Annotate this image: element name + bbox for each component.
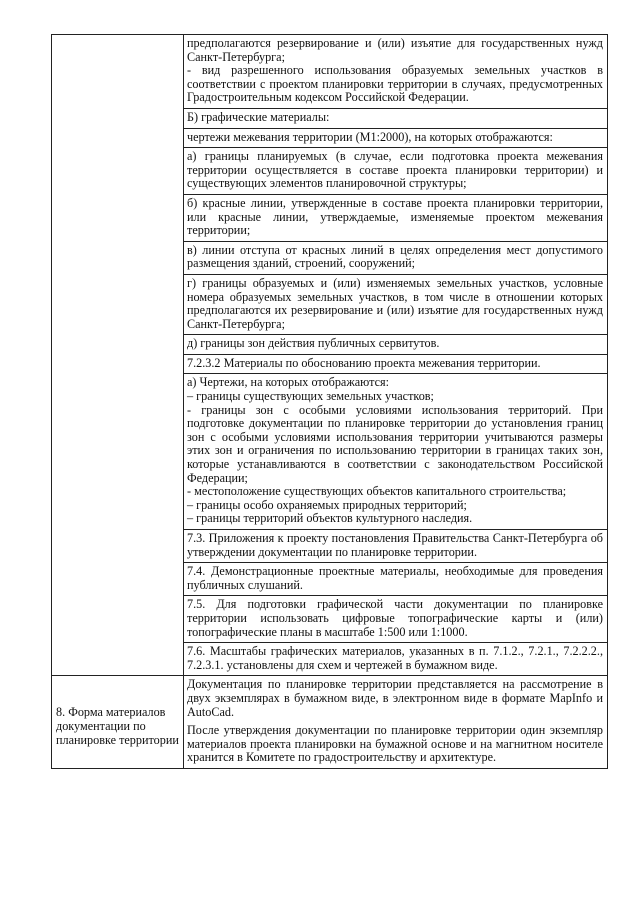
table-row [52, 676, 608, 769]
row8-paragraph-2: После утверждения документации по планировке территории один экземпляр материалов проекта планировки на бумажной основе и на магнитном носителе хранится в Комитете по градостроительству и архитектуре. [187, 723, 603, 765]
item-7-6: 7.6. Масштабы графических материалов, указанных в п. 7.1.2., 7.2.1., 7.2.2.2., 7.2.3.1. установлены для схем и чертежей в бумажном виде. [184, 642, 607, 675]
left-cell-row8 [52, 676, 184, 769]
section-a-continuation [184, 35, 607, 108]
section-a-item: - вид разрешенного использования образуемых земельных участков в соответствии с проектом планировки территории в случаях, предусмотренных Градостроительным кодексом Российской Федерации. [187, 63, 603, 105]
item-7-3: 7.3. Приложения к проекту постановления Правительства Санкт-Петербурга об утверждении документации по планировке территории. [184, 529, 607, 562]
item-7-4: 7.4. Демонстрационные проектные материалы, необходимые для проведения публичных слушаний. [184, 562, 607, 595]
table-row [52, 35, 608, 676]
document-table [51, 34, 608, 769]
right-cell-materials [184, 35, 608, 676]
drawings-line: – границы особо охраняемых природных территорий; [187, 497, 467, 512]
section-b-item-d: д) границы зон действия публичных сервитутов. [184, 334, 607, 354]
section-b-item-g: г) границы образуемых и (или) изменяемых земельных участков, условные номера образуемых земельных участков, в том числе в отношении которых предполагаются их резервирование и (или) изъятие для государственных нужд Санкт-Петербурга; [184, 274, 607, 334]
section-b-intro: чертежи межевания территории (М1:2000), на которых отображаются: [184, 128, 607, 148]
drawings-line: - границы зон с особыми условиями использования территорий. При подготовке документации по планировке территории до установления границ зон с особыми условиями использования территории учитываются размеры этих зон и ограничения по использованию территории в границах таких зон, которые устанавливаются в соответствии с законодательством Российской Федерации; [187, 402, 603, 485]
section-b-item-b: б) красные линии, утвержденные в составе проекта планировки территории, или красные линии, утверждаемые, изменяемые проектом межевания территории; [184, 194, 607, 241]
item-7-5: 7.5. Для подготовки графической части документации по планировке территории использовать цифровые топографические карты и (или) топографические планы в масштабе 1:500 или 1:1000. [184, 595, 607, 642]
row8-paragraph-1: Документация по планировке территории представляется на рассмотрение в двух экземплярах в бумажном виде, в электронном виде в формате MapInfo и AutoCad. [187, 677, 603, 719]
drawings-line: – границы существующих земельных участков; [187, 389, 434, 404]
section-b-item-v: в) линии отступа от красных линий в целях определения мест допустимого размещения зданий, строений, сооружений; [184, 241, 607, 274]
right-cell-row8 [184, 676, 608, 769]
drawings-line: – границы территорий объектов культурного наследия. [187, 511, 473, 526]
section-b-item-a: а) границы планируемых (в случае, если подготовка проекта межевания территории осуществляется в составе проекта планировки территории) и существующих элементов планировочной структуры; [184, 147, 607, 194]
row8-label: 8. Форма материалов документации по планировке территории [56, 705, 179, 747]
section-7232-title: 7.2.3.2 Материалы по обоснованию проекта межевания территории. [184, 354, 607, 374]
drawings-line: а) Чертежи, на которых отображаются: [187, 375, 389, 390]
section-a-item: предполагаются резервирование и (или) изъятие для государственных нужд Санкт-Петербурга; [187, 36, 603, 64]
section-b-title: Б) графические материалы: [184, 108, 607, 128]
left-cell-empty [52, 35, 184, 676]
drawings-line: - местоположение существующих объектов капитального строительства; [187, 484, 567, 499]
drawings-block [184, 373, 607, 529]
